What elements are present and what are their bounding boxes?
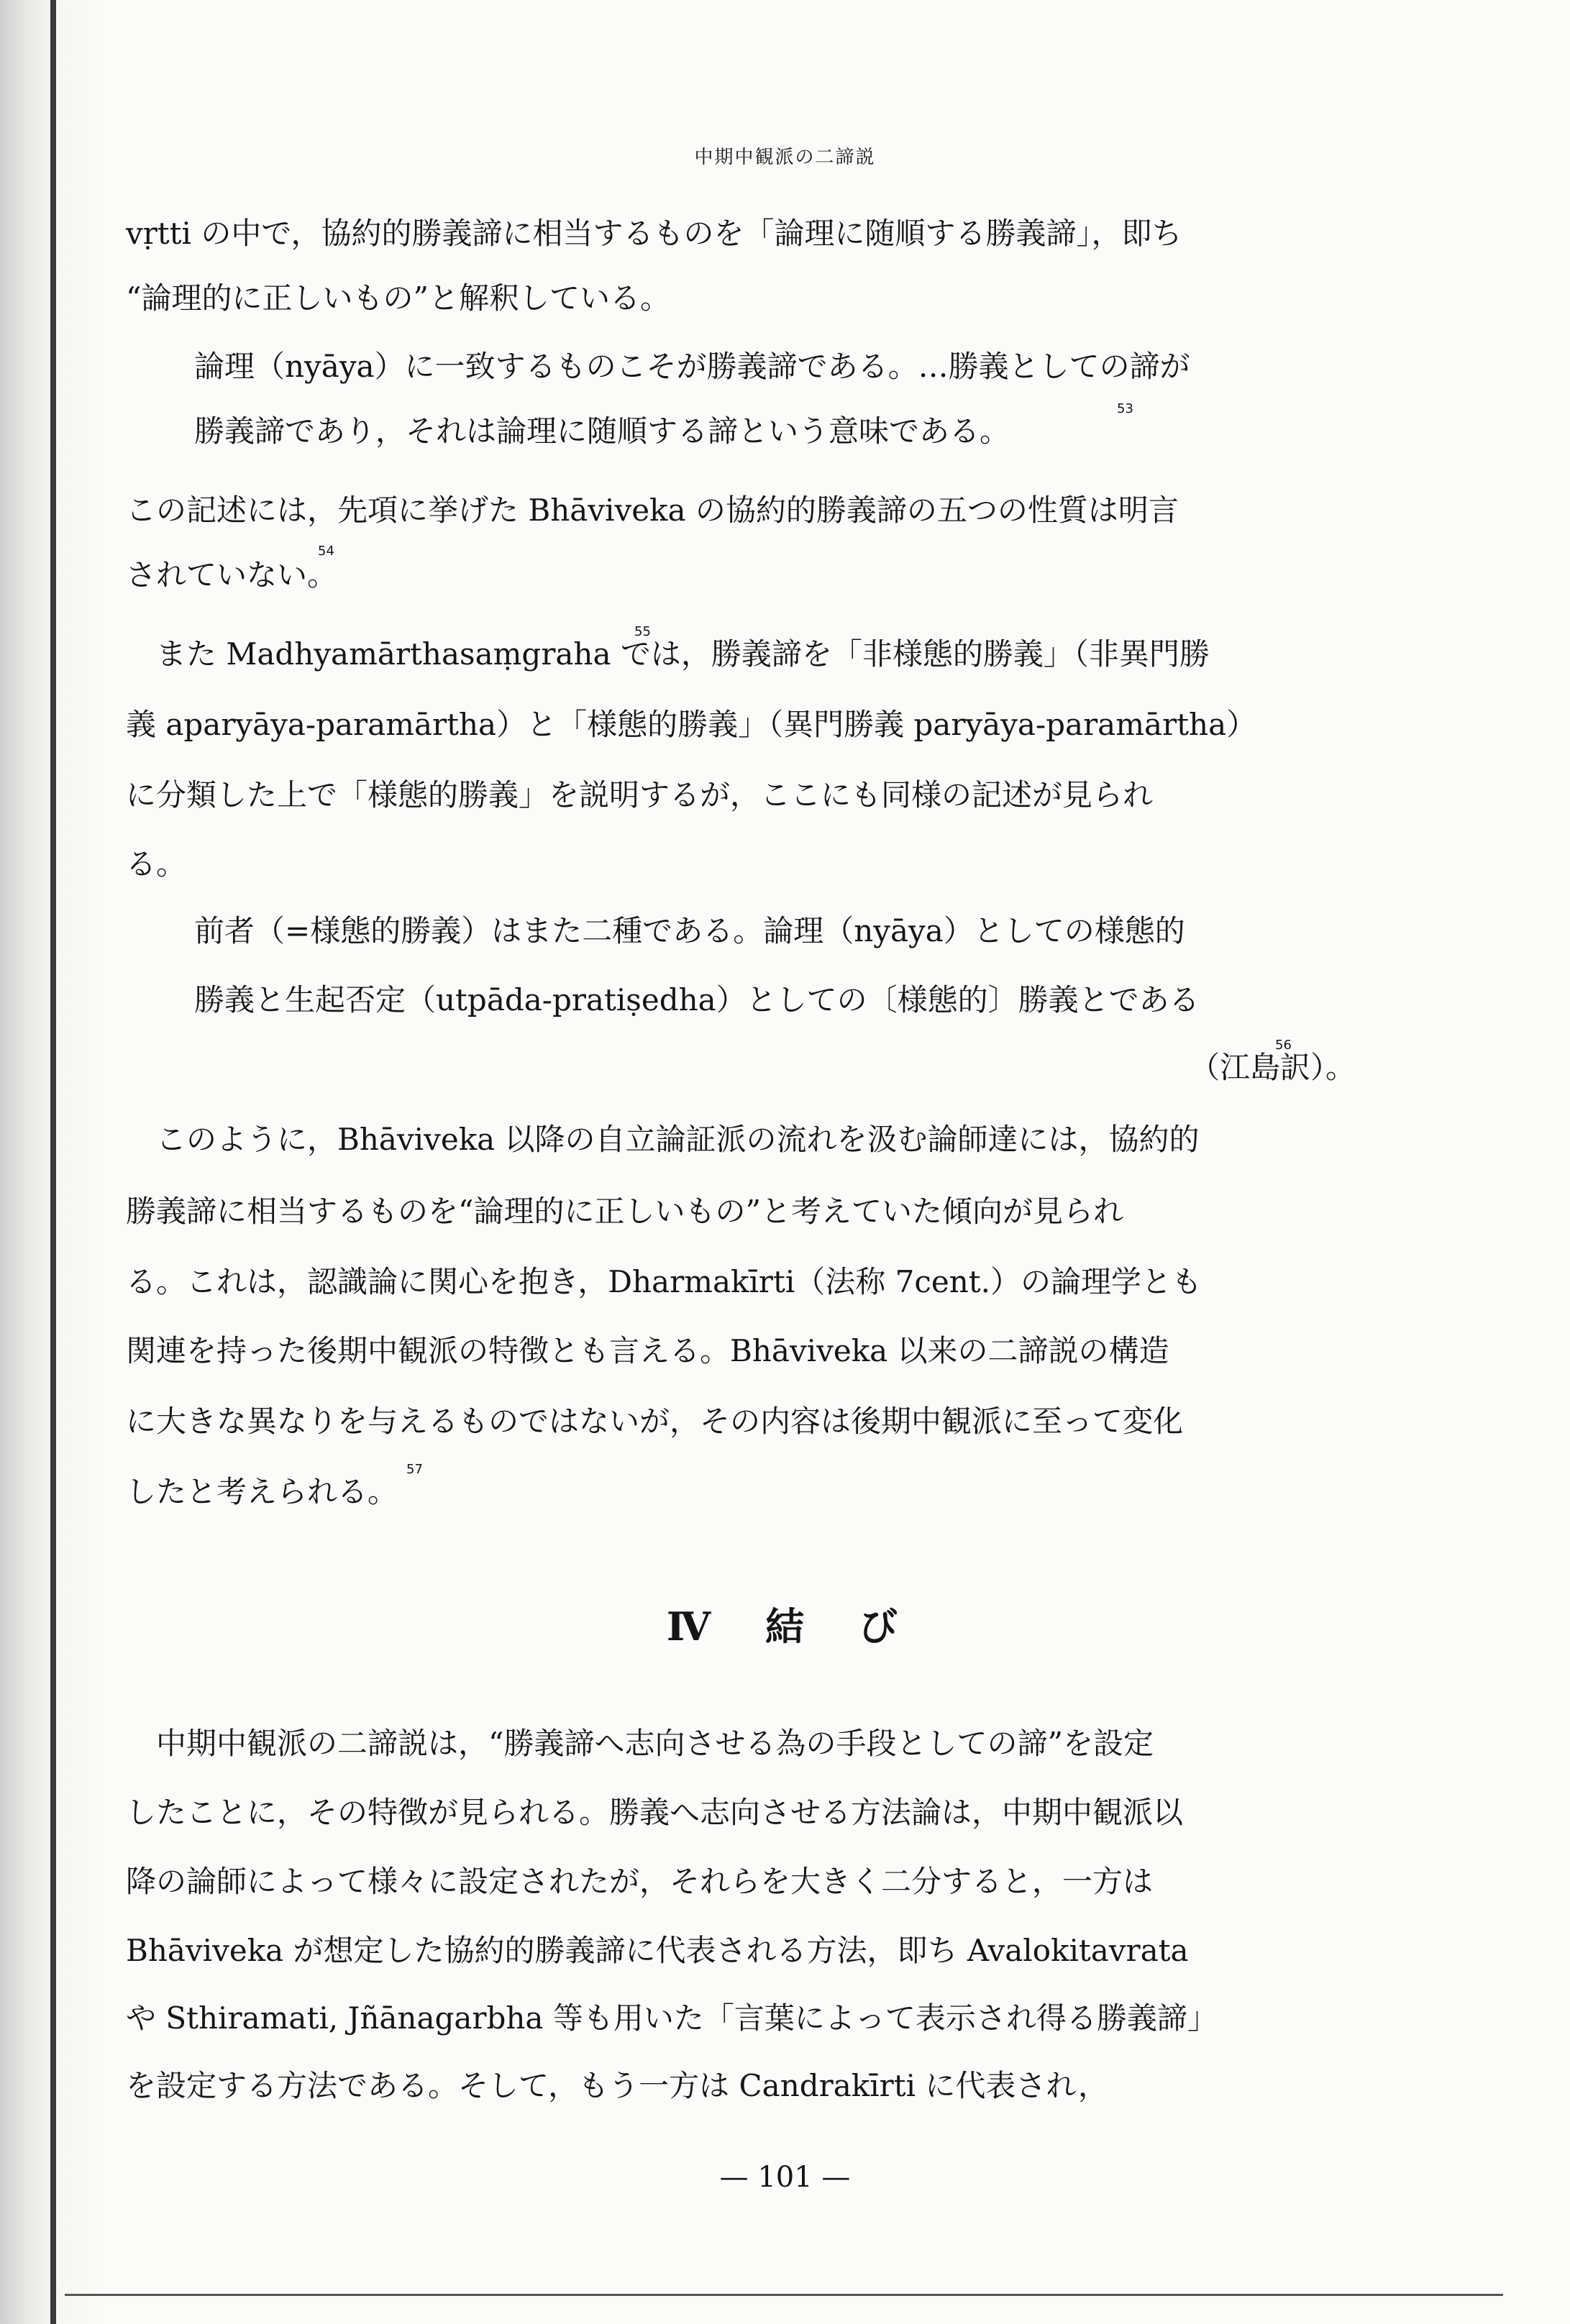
text-line: や Sthiramati, Jñānagarbha 等も用いた「言葉によって表示され得る勝義諦」 xyxy=(126,2000,1218,2036)
text-line: また Madhyamārthasaṃgraha では，勝義諦を「非様態的勝義」（非異門勝 xyxy=(156,636,1210,672)
text-line: （江島訳）。 xyxy=(1189,1050,1356,1085)
text-line: されていない。 xyxy=(126,557,338,593)
footnote-marker: 57 xyxy=(406,1462,423,1477)
page-bottom-edge xyxy=(65,2294,1503,2296)
text-line: 降の論師によって様々に設定されたが，それらを大きく二分すると，一方は xyxy=(126,1864,1154,1899)
binding-rule xyxy=(50,0,56,2324)
text-line: 論理（nyāya）に一致するものこそが勝義諦である。…勝義としての諦が xyxy=(194,349,1190,384)
text-line: 勝義諦であり，それは論理に随順する諦という意味である。 xyxy=(194,413,1010,449)
text-line: vṛtti の中で，協約的勝義諦に相当するものを「論理に随順する勝義諦」，即ち xyxy=(126,216,1182,251)
text-line: “論理的に正しいもの”と解釈している。 xyxy=(126,280,670,316)
text-line: を設定する方法である。そして，もう一方は Candrakīrti に代表され， xyxy=(126,2068,1108,2103)
text-line: 前者（=様態的勝義）はまた二種である。論理（nyāya）としての様態的 xyxy=(194,913,1185,948)
text-line: に大きな異なりを与えるものではないが，その内容は後期中観派に至って変化 xyxy=(126,1404,1184,1439)
text-line: Bhāviveka が想定した協約的勝義諦に代表される方法，即ち Avalokitavrata xyxy=(126,1933,1189,1968)
text-line: したと考えられる。 xyxy=(126,1474,398,1509)
footnote-marker: 55 xyxy=(634,624,651,639)
text-line: したことに，その特徴が見られる。勝義へ志向させる方法論は，中期中観派以 xyxy=(126,1795,1184,1830)
text-line: る。これは，認識論に関心を抱き，Dharmakīrti（法称 7cent.）の論理学とも xyxy=(126,1264,1202,1299)
footnote-marker: 54 xyxy=(318,544,334,559)
text-line: このように，Bhāviveka 以降の自立論証派の流れを汲む論師達には，協約的 xyxy=(156,1122,1200,1157)
section-title-part: び xyxy=(859,1604,904,1650)
text-line: 勝義と生起否定（utpāda-pratiṣedha）としての〔様態的〕勝義とである xyxy=(194,982,1200,1017)
text-line: 関連を持った後期中観派の特徴とも言える。Bhāviveka 以来の二諦説の構造 xyxy=(126,1333,1169,1368)
running-header: 中期中観派の二諦説 xyxy=(694,147,876,168)
footnote-marker: 53 xyxy=(1117,401,1133,416)
section-title-part: 結 xyxy=(765,1604,811,1650)
text-line: る。 xyxy=(126,846,187,882)
text-line: 中期中観派の二諦説は，“勝義諦へ志向させる為の手段としての諦”を設定 xyxy=(156,1726,1154,1761)
footnote-marker: 56 xyxy=(1275,1038,1292,1053)
text-line: 勝義諦に相当するものを“論理的に正しいもの”と考えていた傾向が見られ xyxy=(126,1194,1123,1229)
text-line: に分類した上で「様態的勝義」を説明するが，ここにも同様の記述が見られ xyxy=(126,777,1154,813)
section-heading xyxy=(0,1596,1570,1652)
text-line: 義 aparyāya-paramārtha）と「様態的勝義」（異門勝義 paryāya-paramārtha） xyxy=(126,707,1257,742)
page-number: — 101 — xyxy=(719,2161,851,2194)
text-line: この記述には，先項に挙げた Bhāviveka の協約的勝義諦の五つの性質は明言 xyxy=(126,493,1179,528)
section-numeral: Ⅳ xyxy=(666,1604,717,1650)
